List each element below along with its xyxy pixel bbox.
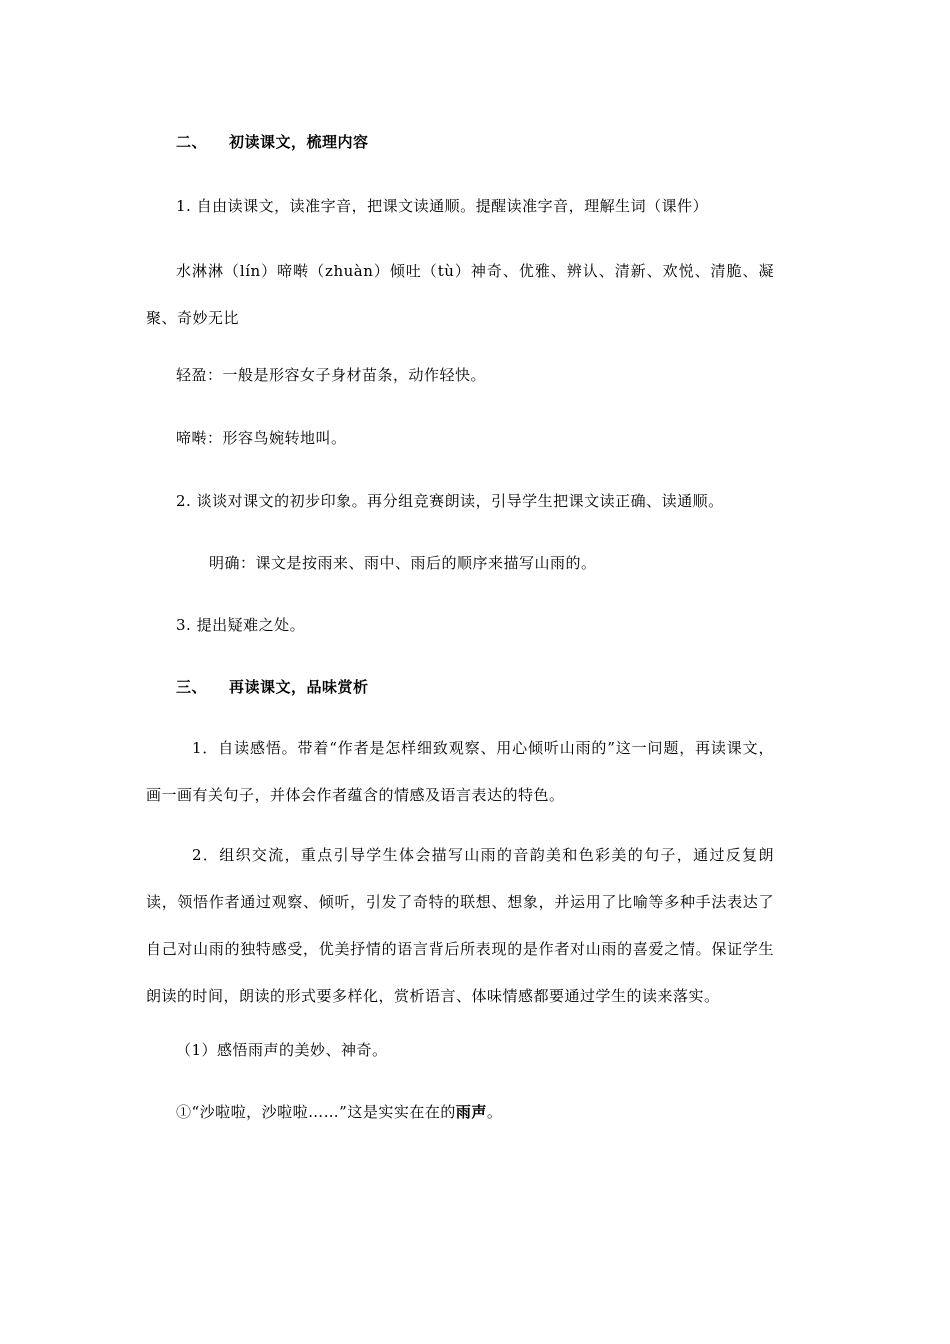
item-2: 2. 谈谈对课文的初步印象。再分组竞赛朗读，引导学生把课文读正确、读通顺。 xyxy=(176,492,724,510)
section-heading-2 xyxy=(176,132,369,152)
quote-suffix: 。 xyxy=(486,1103,503,1121)
reading-step-1-text: 1．自读感悟。带着“作者是怎样细致观察、用心倾听山雨的”这一问题，再读课文，画一画有关句子，并体会作者蕴含的情感及语言表达的特色。 xyxy=(146,739,774,804)
definition-qingying: 轻盈：一般是形容女子身材苗条，动作轻快。 xyxy=(176,366,487,384)
sub-item-1: （1）感悟雨声的美妙、神奇。 xyxy=(176,1041,388,1059)
section-title: 再读课文，品味赏析 xyxy=(229,678,369,696)
item-1: 1. 自由读课文，读准字音，把课文读通顺。提醒读准字音，理解生词（课件） xyxy=(176,197,709,215)
quote-prefix: ①“沙啦啦，沙啦啦……”这是实实在在的 xyxy=(176,1103,456,1121)
vocab-text: 水淋淋（lín）啼啭（zhuàn）倾吐（tù）神奇、优雅、辨认、清新、欢悦、清脆、凝聚、奇妙无比 xyxy=(146,262,774,327)
item-3: 3. 提出疑难之处。 xyxy=(176,616,306,634)
reading-step-1 xyxy=(146,725,774,819)
section-title: 初读课文，梳理内容 xyxy=(229,133,369,151)
quote-line xyxy=(176,1102,502,1122)
quote-bold-word: 雨声 xyxy=(455,1103,487,1121)
section-number: 二、 xyxy=(176,133,208,151)
vocab-paragraph xyxy=(146,248,774,342)
section-heading-3 xyxy=(176,677,369,697)
section-number: 三、 xyxy=(176,678,208,696)
reading-step-2 xyxy=(146,832,774,1020)
reading-step-2-text: 2．组织交流，重点引导学生体会描写山雨的音韵美和色彩美的句子，通过反复朗读，领悟作者通过观察、倾听，引发了奇特的联想、想象，并运用了比喻等多种手法表达了自己对山雨的独特感受，优美抒情的语言背后所表现的是作者对山雨的喜爱之情。保证学生朗读的时间，朗读的形式要多样化，赏析语言、体味情感都要通过学生的读来落实。 xyxy=(146,846,774,1005)
definition-tizhuan: 啼啭：形容鸟婉转地叫。 xyxy=(176,429,347,447)
clarification: 明确：课文是按雨来、雨中、雨后的顺序来描写山雨的。 xyxy=(209,554,597,572)
